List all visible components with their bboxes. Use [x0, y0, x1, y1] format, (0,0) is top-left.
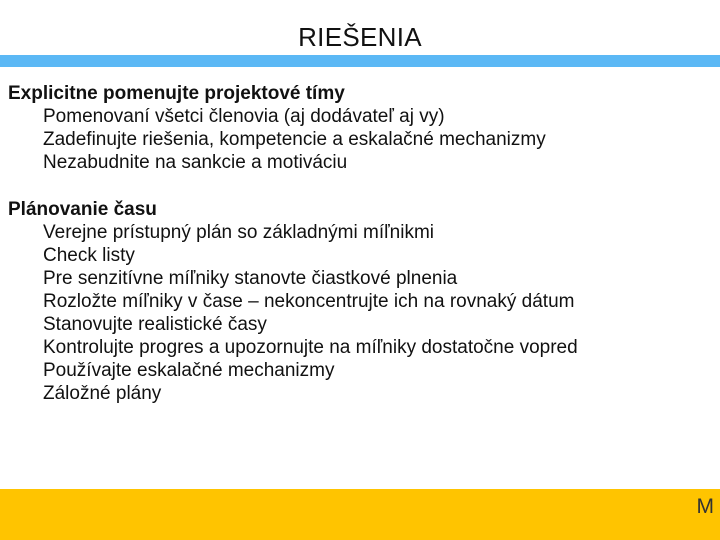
- list-item: Zadefinujte riešenia, kompetencie a eskalačné mechanizmy: [43, 129, 546, 150]
- footer-logo-mark: M: [696, 495, 714, 518]
- list-item: Verejne prístupný plán so základnými míľnikmi: [43, 222, 434, 243]
- list-item: Záložné plány: [43, 383, 162, 404]
- list-item: Rozložte míľniky v čase – nekoncentrujte ich na rovnaký dátum: [43, 291, 575, 312]
- title-divider-bar: [0, 55, 720, 67]
- section-heading: Plánovanie času: [8, 199, 157, 220]
- section-time-planning: [8, 198, 712, 405]
- page-title: RIEŠENIA: [298, 22, 422, 52]
- list-item: Check listy: [43, 245, 135, 266]
- section-item-list: [8, 221, 712, 405]
- list-item: Stanovujte realistické časy: [43, 314, 267, 335]
- section-item-list: [8, 105, 712, 174]
- section-heading: Explicitne pomenujte projektové tímy: [8, 83, 345, 104]
- slide-content: [8, 82, 712, 405]
- list-item: Nezabudnite na sankcie a motiváciu: [43, 152, 348, 173]
- footer-band: [0, 489, 720, 540]
- list-item: Kontrolujte progres a upozornujte na míľniky dostatočne vopred: [43, 337, 578, 358]
- section-project-teams: [8, 82, 712, 174]
- list-item: Používajte eskalačné mechanizmy: [43, 360, 335, 381]
- list-item: Pre senzitívne míľniky stanovte čiastkové plnenia: [43, 268, 458, 289]
- list-item: Pomenovaní všetci členovia (aj dodávateľ aj vy): [43, 106, 445, 127]
